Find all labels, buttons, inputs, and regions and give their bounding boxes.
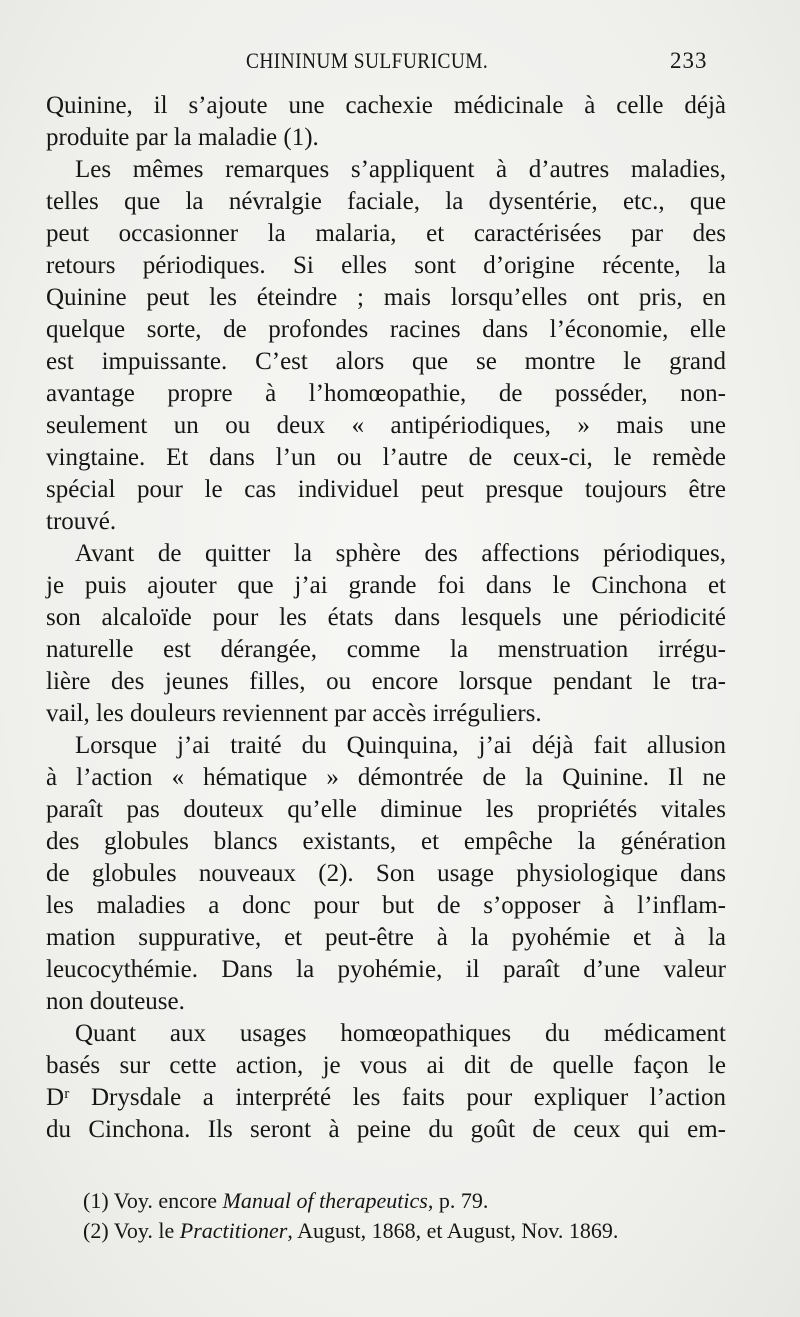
text-line: je puis ajouter que j’ai grande foi dans le Cinchona et — [46, 572, 726, 599]
text-line: Quant aux usages homœopathiques du médicament — [75, 1020, 726, 1047]
footnote-marker: (1) — [83, 1188, 109, 1213]
footnote-text: , August, 1868, et August, Nov. 1869. — [287, 1218, 619, 1243]
text-line: peut occasionner la malaria, et caractérisées par des — [46, 220, 726, 247]
text-line: spécial pour le cas individuel peut presque toujours être — [46, 476, 726, 503]
text-line: vail, les douleurs reviennent par accès irréguliers. — [46, 700, 542, 727]
text-line: paraît pas douteux qu’elle diminue les propriétés vitales — [46, 796, 726, 823]
text-line: telles que la névralgie faciale, la dysentérie, etc., que — [46, 188, 726, 215]
text-line: quelque sorte, de profondes racines dans l’économie, elle — [46, 316, 726, 343]
text-line: les maladies a donc pour but de s’opposer à l’inflam- — [46, 892, 726, 919]
text-line: basés sur cette action, je vous ai dit de quelle façon le — [46, 1052, 726, 1079]
text-line: mation suppurative, et peut-être à la pyohémie et à la — [46, 924, 726, 951]
text-line: non douteuse. — [46, 988, 185, 1015]
text-line: Avant de quitter la sphère des affections périodiques, — [75, 540, 726, 567]
text-line: Quinine peut les éteindre ; mais lorsqu’elles ont pris, en — [46, 284, 726, 311]
text-line: retours périodiques. Si elles sont d’origine récente, la — [46, 252, 726, 279]
footnote-marker: (2) — [83, 1218, 109, 1243]
text-line: de globules nouveaux (2). Son usage physiologique dans — [46, 860, 726, 887]
body-text — [46, 90, 726, 1146]
text-line: lière des jeunes filles, ou encore lorsque pendant le tra- — [46, 668, 726, 695]
text-line: du Cinchona. Ils seront à peine du goût de ceux qui em- — [46, 1116, 726, 1143]
text-line: Les mêmes remarques s’appliquent à d’autres maladies, — [75, 156, 726, 183]
footnote-text: Voy. encore — [113, 1188, 223, 1213]
text-line: produite par la maladie (1). — [46, 124, 319, 151]
footnote-text: , p. 79. — [427, 1188, 489, 1213]
text-line: seulement un ou deux « antipériodiques, » mais une — [46, 412, 726, 439]
footnote-1 — [83, 1186, 733, 1216]
text-line: trouvé. — [46, 508, 117, 535]
running-header — [0, 48, 800, 78]
page-number: 233 — [670, 48, 708, 73]
text-line: est impuissante. C’est alors que se montre le grand — [46, 348, 726, 375]
text-line: Quinine, il s’ajoute une cachexie médicinale à celle déjà — [46, 92, 726, 119]
running-title: CHININUM SULFURICUM. — [246, 48, 489, 73]
text-line: avantage propre à l’homœopathie, de posséder, non- — [46, 380, 726, 407]
footnotes — [83, 1186, 733, 1246]
text-line: naturelle est dérangée, comme la menstruation irrégu- — [46, 636, 726, 663]
footnote-title: Manual of therapeutics — [222, 1188, 428, 1213]
text-line: à l’action « hématique » démontrée de la Quinine. Il ne — [46, 764, 726, 791]
text-line: des globules blancs existants, et empêche la génération — [46, 828, 726, 855]
text-line: Dʳ Drysdale a interprété les faits pour expliquer l’action — [46, 1084, 726, 1111]
text-line: leucocythémie. Dans la pyohémie, il paraît d’une valeur — [46, 956, 726, 983]
footnote-2 — [83, 1216, 733, 1246]
text-line: son alcaloïde pour les états dans lesquels une périodicité — [46, 604, 726, 631]
footnote-text: Voy. le — [113, 1218, 180, 1243]
footnote-title: Practitioner — [179, 1218, 288, 1243]
text-line: vingtaine. Et dans l’un ou l’autre de ceux-ci, le remède — [46, 444, 726, 471]
text-line: Lorsque j’ai traité du Quinquina, j’ai déjà fait allusion — [75, 732, 726, 759]
